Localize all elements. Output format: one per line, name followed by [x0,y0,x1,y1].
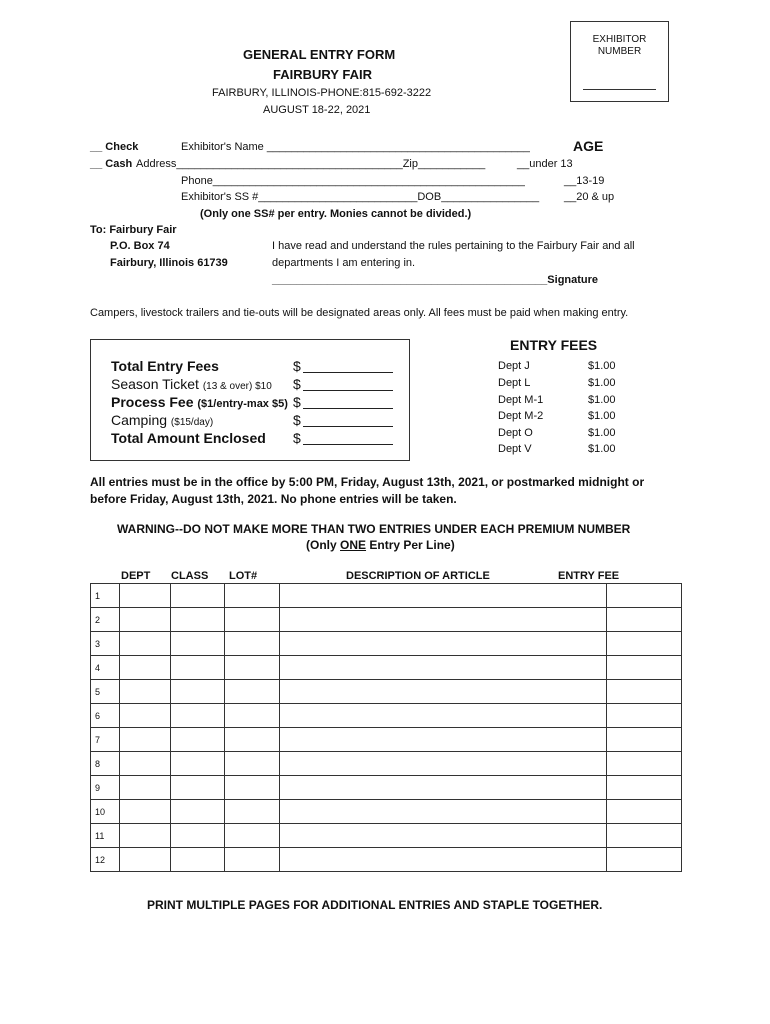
row-number: 12 [91,848,120,872]
dept-name: Dept V [498,443,532,455]
col-header-dept: DEPT [121,570,151,582]
season-ticket-label [111,375,272,393]
check-option[interactable]: __ Check [90,141,139,153]
warning-one-emphasis: ONE [340,538,367,552]
lot-cell[interactable] [225,776,280,800]
class-cell[interactable] [171,800,225,824]
lot-cell[interactable] [225,608,280,632]
class-cell[interactable] [171,776,225,800]
age-title: AGE [573,138,604,154]
class-cell[interactable] [171,752,225,776]
col-header-description: DESCRIPTION OF ARTICLE [346,570,490,582]
season-ticket-note: (13 & over) $10 [202,381,272,392]
entry-fee-cell[interactable] [607,728,682,752]
class-cell[interactable] [171,656,225,680]
row-number: 11 [91,824,120,848]
table-row [91,608,682,632]
dept-price: $1.00 [588,427,616,439]
lot-cell[interactable] [225,584,280,608]
dept-cell[interactable] [120,776,171,800]
row-number: 4 [91,656,120,680]
dept-name: Dept M-2 [498,410,544,422]
table-row [91,800,682,824]
process-fee-note: ($1/entry-max $5) [197,398,288,410]
age-13-19-option[interactable]: __13-19 [564,175,605,187]
deadline-line-2: before Friday, August 13th, 2021. No phone entries will be taken. [90,492,457,506]
table-row [91,824,682,848]
class-cell[interactable] [171,608,225,632]
col-header-class: CLASS [171,570,209,582]
total-entry-fees-input[interactable] [303,372,393,373]
ss-note: (Only one SS# per entry. Monies cannot be divided.) [200,208,472,220]
agreement-line-2: departments I am entering in. [272,257,416,269]
total-amount-enclosed-label: Total Amount Enclosed [111,430,266,446]
warning-line-1: WARNING--DO NOT MAKE MORE THAN TWO ENTRIES UNDER EACH PREMIUM NUMBER [117,522,631,536]
class-cell[interactable] [171,824,225,848]
dept-price: $1.00 [588,360,616,372]
lot-cell[interactable] [225,800,280,824]
cash-option[interactable]: __ Cash [90,158,133,170]
dept-cell[interactable] [120,728,171,752]
exhibitor-name-field[interactable]: Exhibitor's Name ___________________________________________ [181,141,530,153]
description-cell[interactable] [280,608,607,632]
season-ticket-input[interactable] [303,390,393,391]
entry-fee-cell[interactable] [607,704,682,728]
warning-line-2 [306,538,455,552]
mailing-po-box: P.O. Box 74 [110,240,170,252]
exhibitor-number-line [583,89,656,90]
dept-cell[interactable] [120,680,171,704]
table-row [91,848,682,872]
age-20-up-option[interactable]: __20 & up [564,191,615,203]
fees-summary-box [90,339,410,461]
class-cell[interactable] [171,584,225,608]
dollar-sign: $ [293,394,301,410]
row-number: 5 [91,680,120,704]
table-row [91,704,682,728]
camping-text: Camping [111,412,168,428]
dollar-sign: $ [293,376,301,392]
entry-fee-cell[interactable] [607,752,682,776]
mailing-to: To: Fairbury Fair [90,224,177,236]
table-row [91,752,682,776]
description-cell[interactable] [280,632,607,656]
camping-label [111,411,213,429]
lot-cell[interactable] [225,656,280,680]
description-cell[interactable] [280,728,607,752]
row-number: 1 [91,584,120,608]
lot-cell[interactable] [225,704,280,728]
col-header-entry-fee: ENTRY FEE [558,570,620,582]
description-cell[interactable] [280,776,607,800]
dept-cell[interactable] [120,656,171,680]
process-fee-label [111,393,288,411]
camping-input[interactable] [303,426,393,427]
dept-name: Dept L [498,377,531,389]
dept-cell[interactable] [120,704,171,728]
entry-fee-cell[interactable] [607,632,682,656]
phone-field[interactable]: Phone___________________________________________________ [181,175,525,187]
agreement-line-1: I have read and understand the rules pertaining to the Fairbury Fair and all [272,240,635,252]
description-cell[interactable] [280,704,607,728]
exhibitor-number-box[interactable] [570,21,669,102]
entry-fees-title: ENTRY FEES [510,337,598,353]
entry-fee-cell[interactable] [607,848,682,872]
dept-cell[interactable] [120,632,171,656]
footer-instruction: PRINT MULTIPLE PAGES FOR ADDITIONAL ENTRIES AND STAPLE TOGETHER. [147,898,603,912]
table-row [91,776,682,800]
entry-fee-cell[interactable] [607,584,682,608]
address-zip-field[interactable]: Address_____________________________________Zip___________ [136,158,486,170]
dept-cell[interactable] [120,608,171,632]
dept-cell[interactable] [120,800,171,824]
ss-dob-field[interactable]: Exhibitor's SS #__________________________DOB________________ [181,191,540,203]
description-cell[interactable] [280,752,607,776]
class-cell[interactable] [171,848,225,872]
table-row [91,728,682,752]
fair-location-phone: FAIRBURY, ILLINOIS-PHONE:815-692-3222 [212,87,432,99]
dept-cell[interactable] [120,752,171,776]
dept-name: Dept M-1 [498,394,544,406]
process-fee-input[interactable] [303,408,393,409]
fair-name: FAIRBURY FAIR [273,67,372,82]
table-row [91,584,682,608]
lot-cell[interactable] [225,680,280,704]
description-cell[interactable] [280,800,607,824]
entries-table [90,583,682,872]
row-number: 2 [91,608,120,632]
row-number: 10 [91,800,120,824]
entry-fee-cell[interactable] [607,824,682,848]
entry-fee-cell[interactable] [607,656,682,680]
dollar-sign: $ [293,430,301,446]
description-cell[interactable] [280,680,607,704]
mailing-city: Fairbury, Illinois 61739 [110,257,228,269]
deadline-line-1: All entries must be in the office by 5:00 PM, Friday, August 13th, 2021, or postmarked midnight or [90,475,645,489]
class-cell[interactable] [171,728,225,752]
entry-fee-cell[interactable] [607,776,682,800]
lot-cell[interactable] [225,752,280,776]
lot-cell[interactable] [225,824,280,848]
exhibitor-number-label: EXHIBITOR NUMBER [592,34,647,57]
dept-cell[interactable] [120,824,171,848]
dept-price: $1.00 [588,394,616,406]
fair-dates: AUGUST 18-22, 2021 [263,104,371,116]
signature-field[interactable]: _____________________________________________Signature [272,274,599,286]
dept-name: Dept O [498,427,533,439]
class-cell[interactable] [171,632,225,656]
description-cell[interactable] [280,584,607,608]
dept-cell[interactable] [120,848,171,872]
table-row [91,656,682,680]
lot-cell[interactable] [225,848,280,872]
form-title: GENERAL ENTRY FORM [243,47,396,62]
camping-notice: Campers, livestock trailers and tie-outs will be designated areas only. All fees must be paid when making entry. [90,307,629,319]
entry-fee-cell[interactable] [607,608,682,632]
dept-price: $1.00 [588,443,616,455]
dollar-sign: $ [293,358,301,374]
dept-price: $1.00 [588,410,616,422]
dept-cell[interactable] [120,584,171,608]
table-row [91,680,682,704]
table-row [91,632,682,656]
total-amount-enclosed-input[interactable] [303,444,393,445]
lot-cell[interactable] [225,632,280,656]
description-cell[interactable] [280,824,607,848]
class-cell[interactable] [171,680,225,704]
camping-note: ($15/day) [170,417,214,428]
row-number: 7 [91,728,120,752]
entry-fee-cell[interactable] [607,680,682,704]
dept-name: Dept J [498,360,530,372]
description-cell[interactable] [280,656,607,680]
warning-line-2-post: Entry Per Line) [366,538,455,552]
dept-price: $1.00 [588,377,616,389]
total-entry-fees-label: Total Entry Fees [111,358,219,374]
lot-cell[interactable] [225,728,280,752]
row-number: 9 [91,776,120,800]
class-cell[interactable] [171,704,225,728]
season-ticket-text: Season Ticket [111,376,199,392]
dollar-sign: $ [293,412,301,428]
warning-line-2-pre: (Only [306,538,341,552]
col-header-lot: LOT# [229,570,258,582]
description-cell[interactable] [280,848,607,872]
entry-fee-cell[interactable] [607,800,682,824]
row-number: 3 [91,632,120,656]
row-number: 6 [91,704,120,728]
row-number: 8 [91,752,120,776]
process-fee-text: Process Fee [111,394,194,410]
age-under-13-option[interactable]: __under 13 [517,158,573,170]
